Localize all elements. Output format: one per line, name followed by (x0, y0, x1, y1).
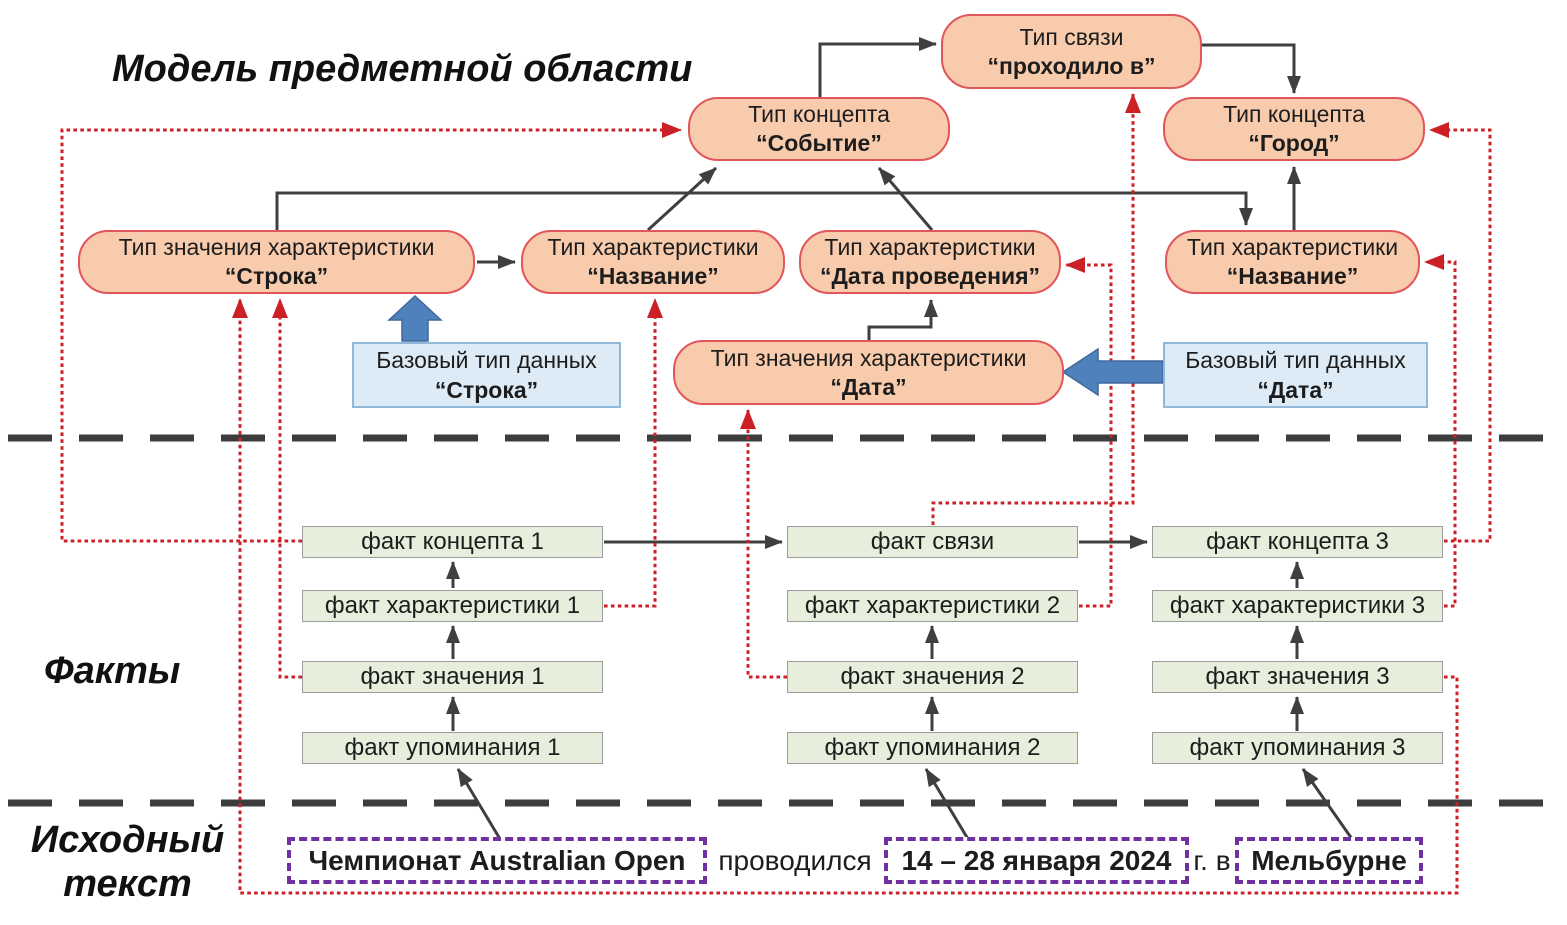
base-type-box-string-label: Базовый тип данных (376, 347, 597, 373)
type-box-valuetype-date-value: “Дата” (830, 373, 907, 400)
type-box-chartype-name-left-value: “Название” (587, 263, 719, 289)
source-fragment-city: Мельбурне (1235, 837, 1423, 884)
link-datevalue-to-datechar (869, 300, 931, 341)
type-box-concept-event-value: “Событие” (756, 130, 882, 156)
type-box-valuetype-date-label: Тип значения характеристики (710, 344, 1027, 371)
base-type-box-string-value: “Строка” (434, 377, 539, 403)
base-string-arrow-icon (389, 296, 441, 341)
base-type-box-date-value: “Дата” (1257, 377, 1334, 403)
type-box-concept-event-label: Тип концепта (748, 101, 890, 127)
type-box-chartype-name-left-label: Тип характеристики (547, 234, 759, 260)
source-section-title-line1: Исходный (30, 819, 225, 861)
fact-box-concept-1: факт концепта 1 (302, 526, 603, 558)
base-type-box-string (352, 342, 621, 408)
link-date-to-event (879, 168, 932, 230)
link-string-to-nameright (277, 193, 1246, 230)
source-connector-1: проводился (718, 845, 872, 876)
fact-box-concept-3: факт концепта 3 (1152, 526, 1443, 558)
type-box-chartype-name-right-label: Тип характеристики (1186, 234, 1399, 260)
source-connector-2: г. в (1193, 845, 1231, 876)
link-relation-to-city (1202, 45, 1294, 93)
fact-box-relation: факт связи (787, 526, 1078, 558)
type-box-relation (941, 14, 1202, 89)
facts-section-title: Факты (44, 650, 181, 692)
fact-box-mention-3: факт упоминания 3 (1152, 732, 1443, 764)
type-box-chartype-date (799, 230, 1061, 294)
source-section-title (25, 818, 230, 906)
type-box-concept-city-value: “Город” (1248, 130, 1340, 156)
source-section-title-line2: текст (63, 863, 192, 905)
fact-box-mention-2: факт упоминания 2 (787, 732, 1078, 764)
fact-box-characteristic-3: факт характеристики 3 (1152, 590, 1443, 622)
type-box-relation-label: Тип связи (1019, 23, 1124, 50)
type-box-chartype-name-right (1165, 230, 1420, 294)
type-box-chartype-name-left (521, 230, 785, 294)
base-type-box-date (1163, 342, 1428, 408)
type-box-valuetype-date (673, 340, 1064, 405)
link-concept3-city (1430, 130, 1490, 541)
type-box-chartype-date-value: “Дата проведения” (819, 263, 1041, 289)
link-relationfact-relationtype (933, 94, 1133, 525)
base-date-arrow-icon (1063, 349, 1163, 395)
fact-box-value-3: факт значения 3 (1152, 661, 1443, 693)
source-fragment-date: 14 – 28 января 2024 (884, 837, 1189, 884)
fact-box-characteristic-2: факт характеристики 2 (787, 590, 1078, 622)
type-box-concept-event (688, 97, 950, 161)
type-box-valuetype-string-label: Тип значения характеристики (118, 234, 435, 260)
type-box-concept-city-label: Тип концепта (1223, 101, 1365, 127)
fact-box-value-2: факт значения 2 (787, 661, 1078, 693)
fact-box-mention-1: факт упоминания 1 (302, 732, 603, 764)
type-box-valuetype-string-value: “Строка” (224, 263, 329, 289)
link-value1-string (280, 299, 302, 677)
type-box-concept-city (1163, 97, 1425, 161)
model-section-title: Модель предметной области (112, 48, 693, 90)
fact-box-value-1: факт значения 1 (302, 661, 603, 693)
type-box-valuetype-string (78, 230, 475, 294)
link-event-to-relation (820, 44, 936, 97)
source-fragment-event-name: Чемпионат Australian Open (287, 837, 707, 884)
fact-box-characteristic-1: факт характеристики 1 (302, 590, 603, 622)
type-box-chartype-date-label: Тип характеристики (824, 234, 1036, 260)
type-box-chartype-name-right-value: “Название” (1226, 263, 1359, 289)
link-nameleft-to-event (648, 168, 716, 230)
base-type-box-date-label: Базовый тип данных (1185, 347, 1406, 373)
type-box-relation-value: “проходило в” (987, 52, 1156, 79)
